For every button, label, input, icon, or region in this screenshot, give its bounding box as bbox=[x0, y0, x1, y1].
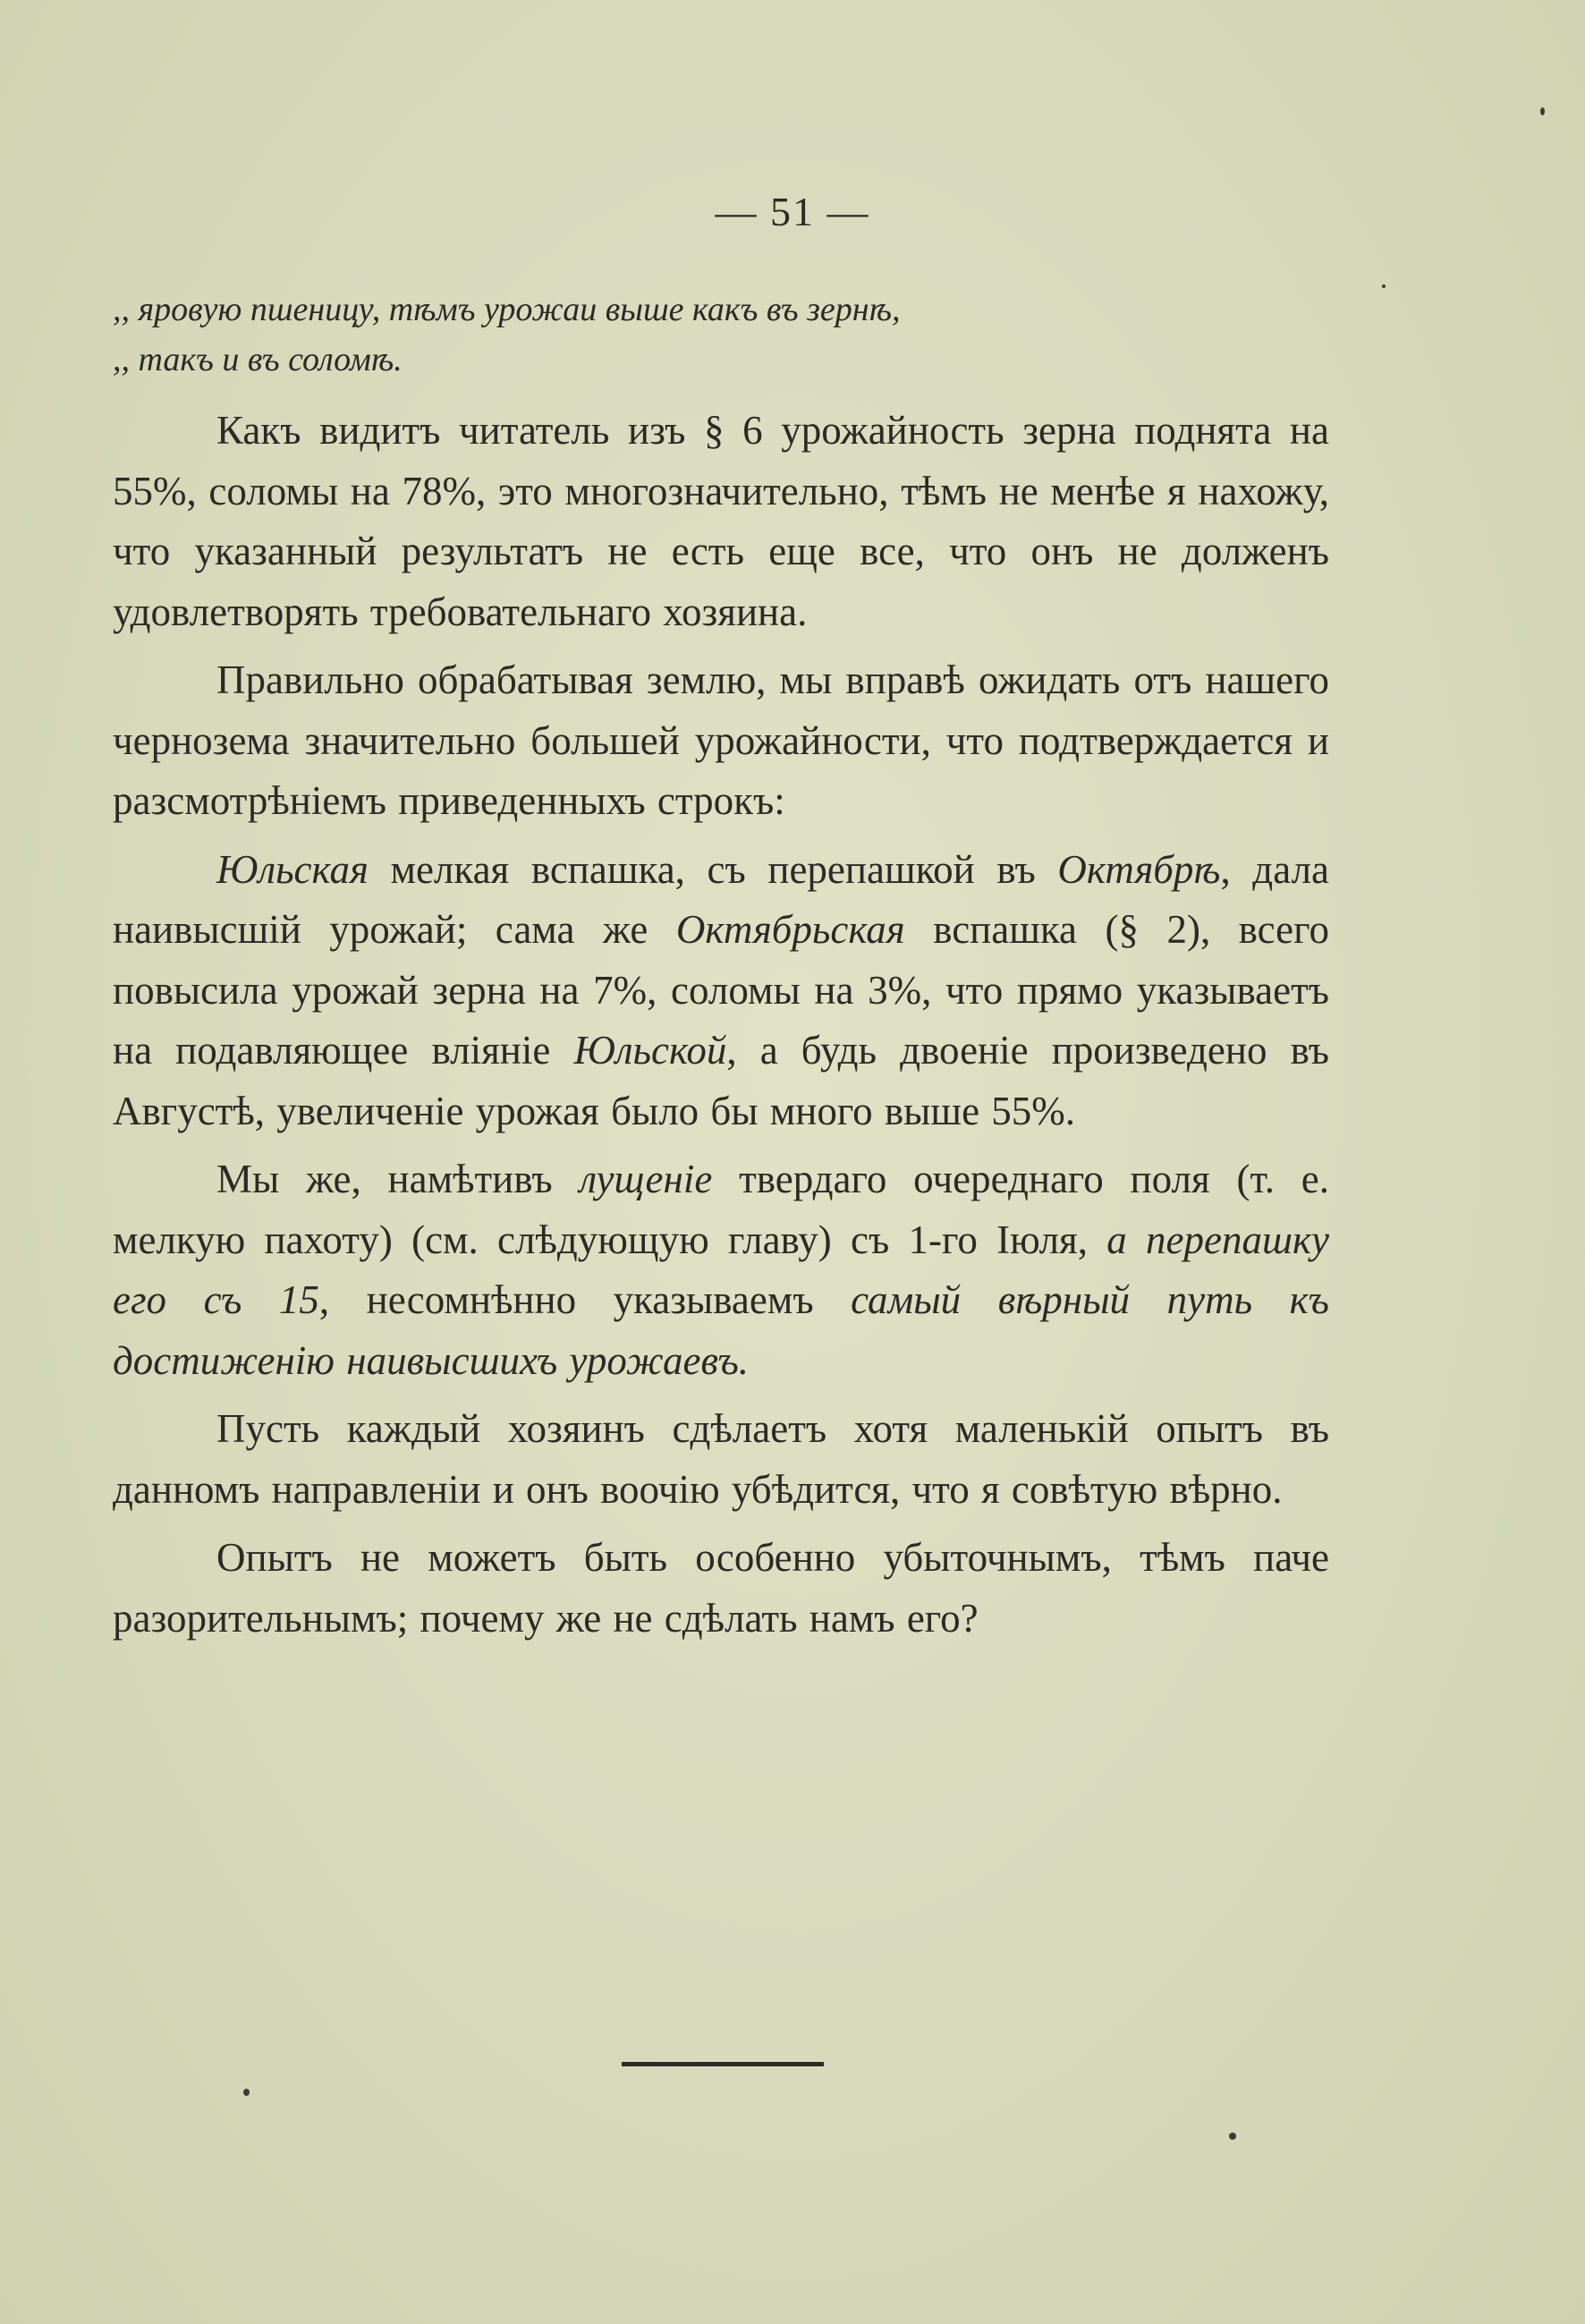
emphasis: а перепашку его съ 15 bbox=[113, 1217, 1329, 1322]
paragraph-1: Какъ видитъ читатель изъ § 6 урожайность зерна поднята на 55%, соломы на 78%, это многозначительно, тѣмъ не менѣе я нахожу, что указанный результатъ не есть еще все, что онъ не долженъ удовлетворять требовательнаго хозяина. bbox=[113, 408, 1329, 634]
quote-line: ,, яровую пшеницу, тѣмъ урожаи выше какъ въ зернѣ, bbox=[113, 291, 901, 328]
text-run: мелкая вспашка, съ перепашкой въ bbox=[368, 846, 1058, 892]
text-run: , несомнѣнно указываемъ bbox=[318, 1277, 852, 1322]
emphasis: Юльская bbox=[216, 846, 369, 892]
text-run: твердаго очереднаго поля (т. е. мелкую пахоту) (см. слѣдующую главу) съ 1-го Іюля, bbox=[113, 1157, 1329, 1262]
end-rule bbox=[622, 2062, 824, 2066]
quote-line: ,, такъ и въ соломѣ. bbox=[113, 341, 403, 378]
paragraph-5: Пусть каждый хозяинъ сдѣлаетъ хотя маленькій опытъ въ данномъ направленіи и онъ воочію убѣдится, что я совѣтую вѣрно. bbox=[113, 1406, 1329, 1512]
emphasis: самый вѣрный путь къ достиженію наивысшихъ урожаевъ. bbox=[113, 1277, 1329, 1383]
text-run: , дала наивысшій урожай; сама же bbox=[113, 846, 1330, 952]
quote-block bbox=[113, 284, 1329, 385]
ink-speck bbox=[1540, 107, 1545, 115]
emphasis: Октябрьская bbox=[675, 907, 905, 952]
paragraph-3 bbox=[113, 840, 1329, 1142]
page-number: — 51 — bbox=[715, 189, 870, 234]
text-run: Мы же, намѣтивъ bbox=[216, 1157, 580, 1201]
text-run: , а будь двоеніе произведено въ Августѣ, увеличеніе урожая было бы много выше 55%. bbox=[113, 1028, 1329, 1133]
ink-speck bbox=[1229, 2133, 1236, 2140]
paragraph-2: Правильно обрабатывая землю, мы вправѣ ожидать отъ нашего чернозема значительно большей урожайности, что подтверждается и разсмотрѣніемъ приведенныхъ строкъ: bbox=[113, 657, 1329, 823]
ink-speck bbox=[1382, 284, 1386, 288]
text-run: вспашка (§ 2), всего повысила урожай зерна на 7%, соломы на 3%, что прямо указываетъ на подавляющее вліяніе bbox=[113, 907, 1329, 1073]
paragraph-4 bbox=[113, 1149, 1329, 1391]
paragraph-6: Опытъ не можетъ быть особенно убыточнымъ, тѣмъ паче разорительнымъ; почему же не сдѣлать намъ его? bbox=[113, 1535, 1329, 1641]
text-column bbox=[113, 284, 1329, 1654]
emphasis: Октябрѣ bbox=[1057, 846, 1221, 892]
emphasis: лущеніе bbox=[579, 1157, 713, 1201]
emphasis: Юльской bbox=[573, 1028, 727, 1073]
ink-speck bbox=[243, 2089, 250, 2096]
